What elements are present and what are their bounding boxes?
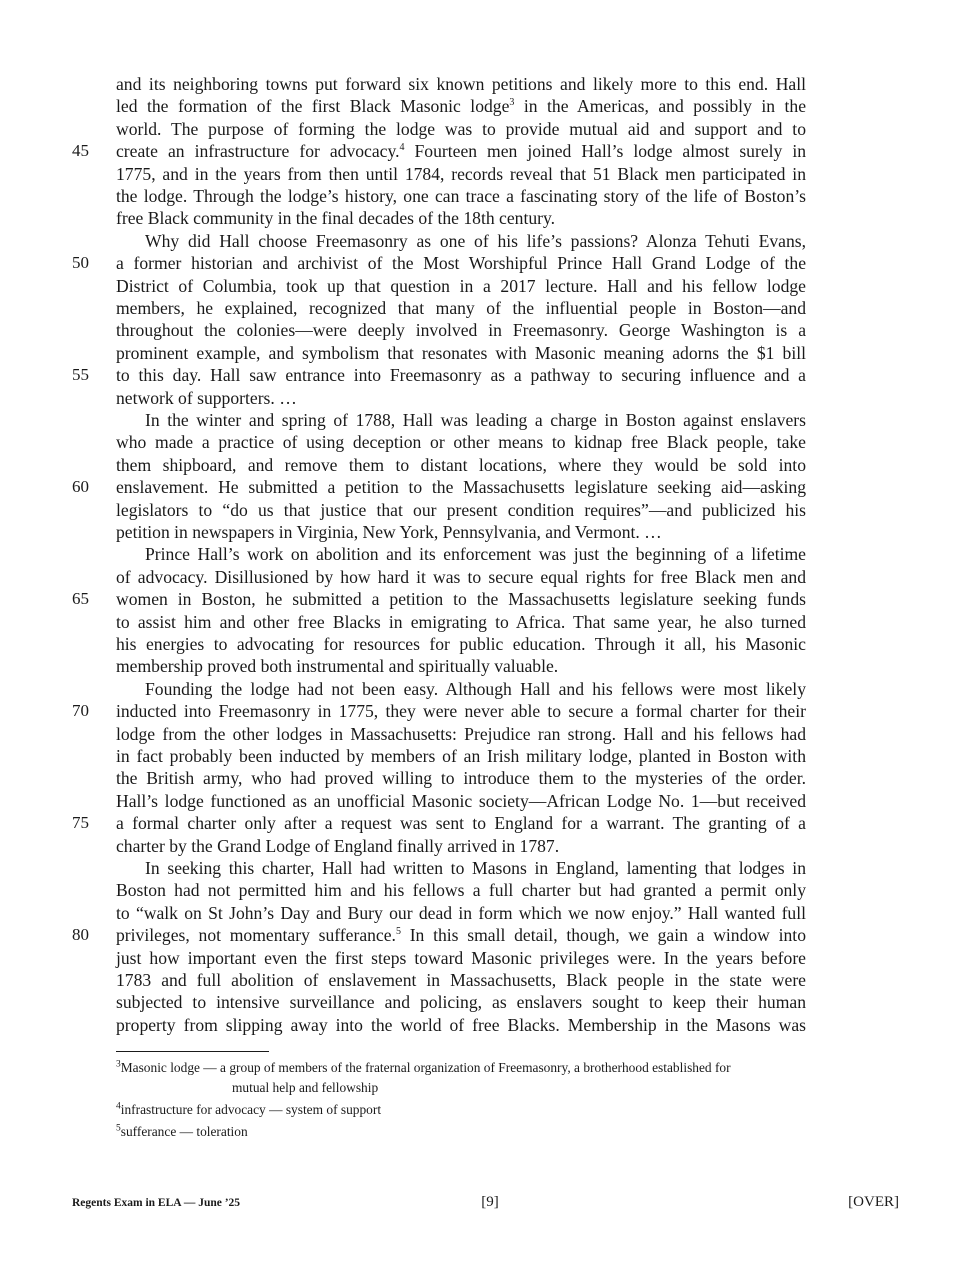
passage-line: the lodge. Through the lodge’s history, one can trace a fascinating story of the life of Boston’s bbox=[116, 186, 806, 206]
passage-line: and its neighboring towns put forward six known petitions and likely more to this end. Hall bbox=[116, 74, 806, 94]
passage-line: to this day. Hall saw entrance into Freemasonry as a pathway to securing influence and a bbox=[116, 365, 806, 386]
footnote-4 bbox=[116, 1100, 381, 1120]
passage-line: members, he explained, recognized that many of the influential people in Boston—and bbox=[116, 298, 806, 318]
passage-line: lodge from the other lodges in Massachusetts: Prejudice ran strong. Hall and his fellows had bbox=[116, 723, 806, 744]
passage-line: In seeking this charter, Hall had written to Masons in England, lamenting that lodges in bbox=[145, 858, 806, 878]
passage-line: of advocacy. Disillusioned by how hard it was to secure equal rights for free Black men and bbox=[116, 566, 806, 587]
passage-line: his energies to advocating for resources for public education. Through it all, his Masonic bbox=[116, 634, 806, 654]
footnote-marker: 4 bbox=[116, 1101, 121, 1112]
passage-line bbox=[116, 140, 806, 162]
over-indicator: [OVER] bbox=[848, 1194, 899, 1210]
line-number: 55 bbox=[72, 365, 89, 385]
footnote-divider bbox=[116, 1051, 269, 1052]
passage-line: subjected to intensive surveillance and policing, as enslavers sought to keep their human bbox=[116, 992, 806, 1013]
line-text: In this small detail, though, we gain a window into bbox=[400, 925, 806, 946]
footnote-3 bbox=[116, 1058, 731, 1078]
passage-line: world. The purpose of forming the lodge was to provide mutual aid and support and to bbox=[116, 118, 806, 139]
line-number: 80 bbox=[72, 925, 89, 945]
line-number: 60 bbox=[72, 477, 89, 497]
footnote-text: Masonic lodge — a group of members of the fraternal organization of Freemasonry, a brotherhood established for bbox=[120, 1060, 731, 1075]
passage-line: 1775, and in the years from then until 1784, records reveal that 51 Black men participated in bbox=[116, 163, 806, 184]
line-text: privileges, not momentary sufferance. bbox=[116, 925, 396, 946]
passage-line: membership proved both instrumental and spiritually valuable. bbox=[116, 656, 559, 677]
passage-line: a former historian and archivist of the Most Worshipful Prince Hall Grand Lodge of the bbox=[116, 253, 806, 274]
footnote-text: infrastructure for advocacy — system of support bbox=[120, 1102, 382, 1117]
passage-line: them shipboard, and remove them to distant locations, where they would be sold into bbox=[116, 454, 806, 475]
line-number: 65 bbox=[72, 589, 89, 609]
page-number: [9] bbox=[481, 1194, 499, 1210]
passage-line: prominent example, and symbolism that resonates with Masonic meaning adorns the $1 bill bbox=[116, 342, 806, 363]
footnote-5 bbox=[116, 1122, 248, 1142]
passage-line: to “walk on St John’s Day and Bury our dead in form which we now enjoy.” Hall wanted full bbox=[116, 902, 806, 923]
passage-line: petition in newspapers in Virginia, New York, Pennsylvania, and Vermont. … bbox=[116, 522, 662, 542]
passage-line: network of supporters. … bbox=[116, 387, 297, 408]
passage-line bbox=[116, 95, 806, 117]
footnote-ref-3: 3 bbox=[509, 97, 515, 109]
line-number: 45 bbox=[72, 141, 89, 161]
passage-line: Hall’s lodge functioned as an unofficial Masonic society—African Lodge No. 1—but received bbox=[116, 790, 806, 811]
line-text: led the formation of the first Black Masonic lodge bbox=[116, 96, 510, 117]
line-number: 75 bbox=[72, 813, 89, 833]
passage-line: free Black community in the final decades of the 18th century. bbox=[116, 208, 556, 229]
footnote-3-continuation: mutual help and fellowship bbox=[232, 1080, 379, 1095]
passage-line: a formal charter only after a request was sent to England for a warrant. The granting of a bbox=[116, 813, 806, 834]
passage-line: Founding the lodge had not been easy. Although Hall and his fellows were most likely bbox=[145, 678, 806, 699]
passage-line: inducted into Freemasonry in 1775, they were never able to secure a formal charter for their bbox=[116, 701, 806, 722]
line-text: in the Americas, and possibly in the bbox=[514, 96, 807, 117]
passage-line: charter by the Grand Lodge of England finally arrived in 1787. bbox=[116, 835, 560, 856]
passage-line: legislators to “do us that justice that our present condition requires”—and publicized his bbox=[116, 499, 806, 520]
passage-line: who made a practice of using deception or other means to kidnap free Black people, take bbox=[116, 432, 806, 453]
passage-line: Why did Hall choose Freemasonry as one of his life’s passions? Alonza Tehuti Evans, bbox=[145, 230, 806, 251]
passage-line: women in Boston, he submitted a petition to the Massachusetts legislature seeking funds bbox=[116, 589, 806, 610]
passage-line: in fact probably been inducted by members of an Irish military lodge, planted in Boston with bbox=[116, 746, 806, 766]
passage-line: Boston had not permitted him and his fellows a full charter but had granted a permit only bbox=[116, 880, 806, 901]
passage-line: Prince Hall’s work on abolition and its enforcement was just the beginning of a lifetime bbox=[145, 544, 806, 565]
passage-line: the British army, who had proved willing to introduce them to the mysteries of the order. bbox=[116, 768, 806, 789]
line-number: 50 bbox=[72, 253, 89, 273]
passage-line: throughout the colonies—were deeply involved in Freemasonry. George Washington is a bbox=[116, 320, 806, 341]
line-number: 70 bbox=[72, 701, 89, 721]
line-text: Fourteen men joined Hall’s lodge almost surely in bbox=[404, 141, 807, 162]
passage-line bbox=[116, 924, 806, 946]
passage-line: District of Columbia, took up that question in a 2017 lecture. Hall and his fellow lodge bbox=[116, 275, 806, 296]
footnote-ref-4: 4 bbox=[399, 142, 405, 154]
passage-line: In the winter and spring of 1788, Hall was leading a charge in Boston against enslavers bbox=[145, 410, 806, 430]
passage-line: 1783 and full abolition of enslavement in Massachusetts, Black people in the state were bbox=[116, 970, 806, 990]
passage-line: to assist him and other free Blacks in emigrating to Africa. That same year, he also turned bbox=[116, 611, 806, 632]
footnote-marker: 3 bbox=[116, 1059, 121, 1070]
footnote-text: sufferance — toleration bbox=[120, 1124, 248, 1139]
passage-line: property from slipping away into the world of free Blacks. Membership in the Masons was bbox=[116, 1014, 806, 1035]
line-text: create an infrastructure for advocacy. bbox=[116, 141, 400, 162]
footnote-marker: 5 bbox=[116, 1123, 121, 1134]
passage-line: enslavement. He submitted a petition to the Massachusetts legislature seeking aid—asking bbox=[116, 477, 806, 498]
exam-title: Regents Exam in ELA — June ’25 bbox=[72, 1197, 241, 1209]
passage-line: just how important even the first steps toward Masonic privileges were. In the years before bbox=[116, 947, 806, 968]
footnote-ref-5: 5 bbox=[395, 926, 401, 938]
